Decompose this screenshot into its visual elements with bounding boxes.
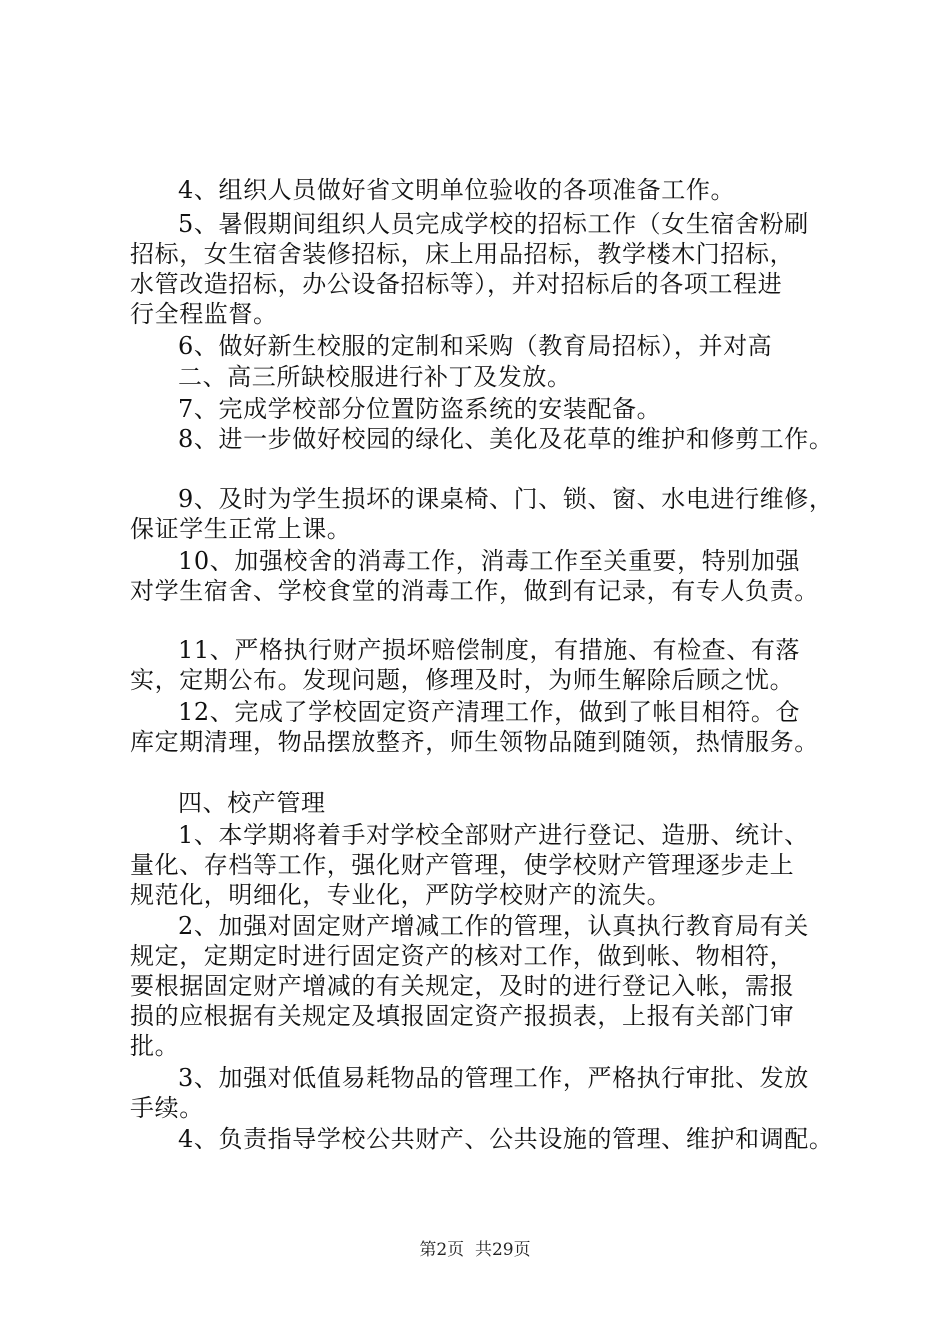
text-line: 二、高三所缺校服进行补丁及发放。 xyxy=(178,363,572,391)
text-line: 5、暑假期间组织人员完成学校的招标工作（女生宿舍粉刷 xyxy=(178,210,809,238)
text-line: 招标，女生宿舍装修招标，床上用品招标，教学楼木门招标， xyxy=(130,240,795,268)
text-line: 批。 xyxy=(130,1032,180,1060)
text-line: 规定，定期定时进行固定资产的核对工作，做到帐、物相符， xyxy=(130,942,795,970)
section-heading: 四、校产管理 xyxy=(178,789,326,817)
text-line: 量化、存档等工作，强化财产管理，使学校财产管理逐步走上 xyxy=(130,851,795,879)
text-line: 4、组织人员做好省文明单位验收的各项准备工作。 xyxy=(178,176,736,204)
text-line: 11、严格执行财产损坏赔偿制度，有措施、有检查、有落 xyxy=(178,636,801,664)
text-line: 9、及时为学生损坏的课桌椅、门、锁、窗、水电进行维修， xyxy=(178,485,834,513)
page-number-footer: 第2页 共29页 xyxy=(419,1240,531,1260)
text-line: 8、进一步做好校园的绿化、美化及花草的维护和修剪工作。 xyxy=(178,425,834,453)
text-line: 7、完成学校部分位置防盗系统的安装配备。 xyxy=(178,395,662,423)
text-line: 损的应根据有关规定及填报固定资产报损表，上报有关部门审 xyxy=(130,1002,795,1030)
text-line: 实，定期公布。发现问题，修理及时，为师生解除后顾之忧。 xyxy=(130,666,795,694)
text-line: 规范化，明细化，专业化，严防学校财产的流失。 xyxy=(130,881,672,909)
text-line: 要根据固定财产增减的有关规定，及时的进行登记入帐，需报 xyxy=(130,972,795,1000)
text-line: 水管改造招标，办公设备招标等），并对招标后的各项工程进 xyxy=(130,270,783,298)
text-line: 对学生宿舍、学校食堂的消毒工作，做到有记录，有专人负责。 xyxy=(130,577,819,605)
text-line: 2、加强对固定财产增减工作的管理，认真执行教育局有关 xyxy=(178,912,809,940)
text-line: 手续。 xyxy=(130,1094,204,1122)
text-line: 12、完成了学校固定资产清理工作，做到了帐目相符。仓 xyxy=(178,698,801,726)
text-line: 10、加强校舍的消毒工作，消毒工作至关重要，特别加强 xyxy=(178,547,801,575)
text-line: 6、做好新生校服的定制和采购（教育局招标），并对高 xyxy=(178,332,773,360)
text-line: 保证学生正常上课。 xyxy=(130,515,352,543)
text-line: 4、负责指导学校公共财产、公共设施的管理、维护和调配。 xyxy=(178,1125,834,1153)
text-line: 1、本学期将着手对学校全部财产进行登记、造册、统计、 xyxy=(178,821,809,849)
text-line: 库定期清理，物品摆放整齐，师生领物品随到随领，热情服务。 xyxy=(130,728,819,756)
text-line: 3、加强对低值易耗物品的管理工作，严格执行审批、发放 xyxy=(178,1064,809,1092)
text-line: 行全程监督。 xyxy=(130,300,278,328)
